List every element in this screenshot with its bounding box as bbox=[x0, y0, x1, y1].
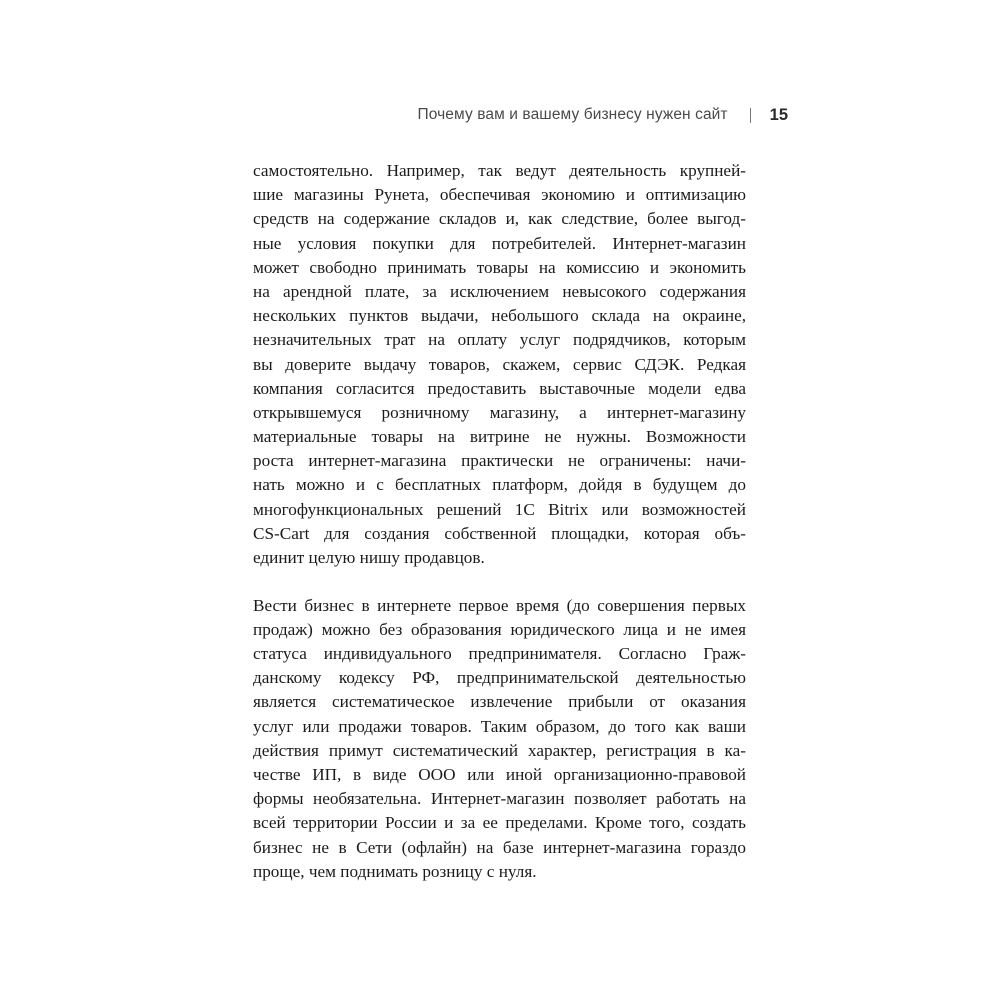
text-line: услуг или продажи товаров. Таким образом, до того как ваши bbox=[253, 716, 746, 736]
text-line: компания согласится предоставить выставочные модели едва bbox=[253, 378, 746, 398]
text-line: нескольких пунктов выдачи, небольшого склада на окраине, bbox=[253, 306, 746, 326]
text-line: на арендной плате, за исключением невысокого содержания bbox=[253, 281, 746, 301]
text-line: может свободно принимать товары на комиссию и экономить bbox=[253, 257, 746, 277]
text-line: честве ИП, в виде ООО или иной организационно-правовой bbox=[253, 765, 746, 784]
text-line: проще, чем поднимать розницу с нуля. bbox=[253, 861, 537, 881]
text-line: является систематическое извлечение прибыли от оказания bbox=[253, 692, 746, 712]
text-line: Вести бизнес в интернете первое время (до совершения первых bbox=[253, 595, 746, 615]
text-line: роста интернет-магазина практически не ограничены: начи- bbox=[253, 451, 746, 471]
running-header bbox=[418, 103, 789, 127]
text-line: материальные товары на витрине не нужны. Возможности bbox=[253, 427, 746, 447]
text-line: вы доверите выдачу товаров, скажем, сервис СДЭК. Редкая bbox=[253, 354, 746, 374]
text-line: незначительных трат на оплату услуг подрядчиков, которым bbox=[253, 330, 746, 350]
text-line: шие магазины Рунета, обеспечивая экономию и оптимизацию bbox=[253, 185, 746, 205]
text-line: нать можно и с бесплатных платформ, дойдя в будущем до bbox=[253, 475, 746, 495]
text-line: самостоятельно. Например, так ведут деятельность крупней- bbox=[253, 161, 746, 180]
text-line: статуса индивидуального предпринимателя. Согласно Граж- bbox=[253, 644, 746, 664]
header-divider bbox=[750, 108, 751, 123]
text-line: формы необязательна. Интернет-магазин позволяет работать на bbox=[253, 789, 746, 809]
text-line: многофункциональных решений 1С Bitrix или возможностей bbox=[253, 499, 746, 519]
text-line: ные условия покупки для потребителей. Интернет-магазин bbox=[253, 233, 746, 253]
paragraph-1 bbox=[253, 159, 746, 570]
page-number: 15 bbox=[769, 105, 788, 124]
paragraph-2 bbox=[253, 594, 746, 884]
text-line: бизнес не в Сети (офлайн) на базе интернет-магазина гораздо bbox=[253, 837, 746, 857]
text-line: единит целую нишу продавцов. bbox=[253, 548, 485, 567]
text-line: данскому кодексу РФ, предпринимательской деятельностью bbox=[253, 668, 746, 688]
text-line: действия примут систематический характер, регистрация в ка- bbox=[253, 740, 746, 760]
text-line: CS-Cart для создания собственной площадки, которая объ- bbox=[253, 523, 746, 543]
text-line: продаж) можно без образования юридического лица и не имея bbox=[253, 619, 746, 639]
chapter-title: Почему вам и вашему бизнесу нужен сайт bbox=[417, 106, 728, 123]
body-text bbox=[253, 159, 746, 884]
text-line: открывшемуся розничному магазину, а интернет-магазину bbox=[253, 402, 746, 422]
text-line: средств на содержание складов и, как следствие, более выгод- bbox=[253, 209, 746, 229]
text-line: всей территории России и за ее пределами. Кроме того, создать bbox=[253, 813, 746, 833]
